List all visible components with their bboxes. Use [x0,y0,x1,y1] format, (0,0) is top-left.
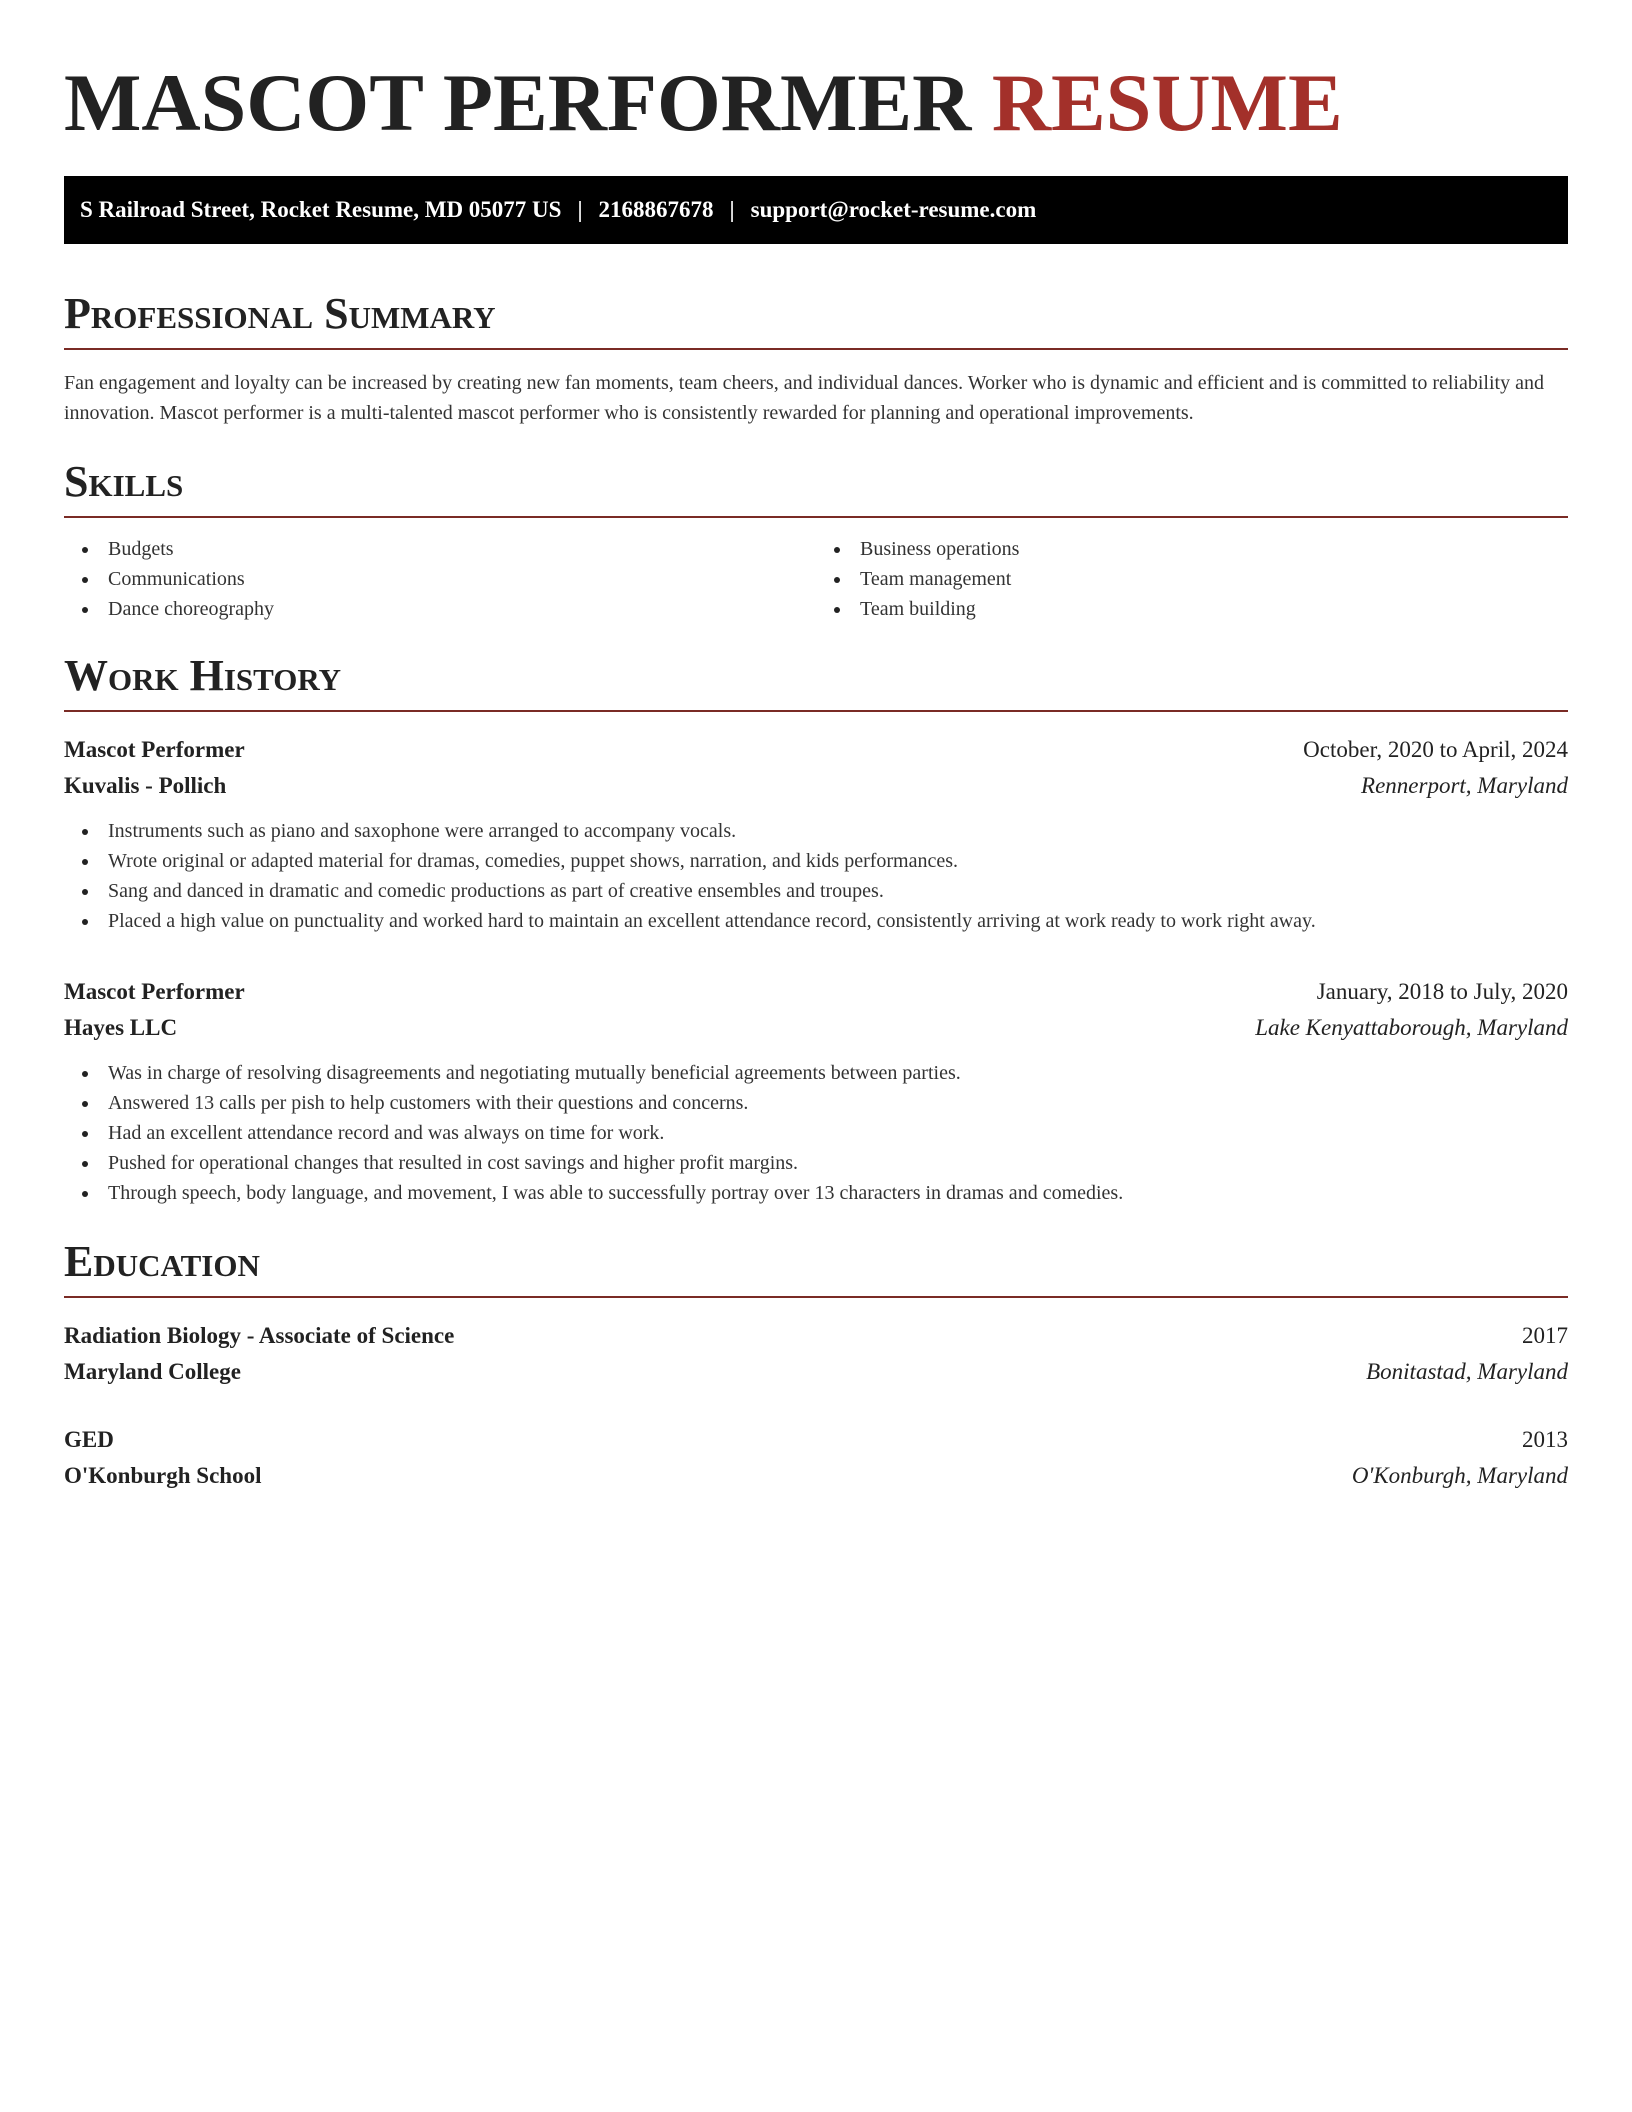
skill-item: Budgets [64,534,816,564]
contact-separator: | [577,197,583,222]
skills-column-left [64,534,816,624]
resume-title [64,0,1568,148]
education-year: 2017 [1522,1323,1568,1348]
education-degree: GED [64,1427,114,1452]
education-school: Maryland College [64,1359,241,1384]
job-bullet: Instruments such as piano and saxophone were arranged to accompany vocals. [64,816,1568,846]
skills-heading: Skills [64,458,1568,518]
job-entry [64,974,1568,1208]
education-year: 2013 [1522,1427,1568,1452]
job-bullet: Pushed for operational changes that resulted in cost savings and higher profit margins. [64,1148,1568,1178]
skill-item: Team building [816,594,1568,624]
skill-item: Dance choreography [64,594,816,624]
job-location: Lake Kenyattaborough, Maryland [1255,1015,1568,1040]
summary-text: Fan engagement and loyalty can be increased by creating new fan moments, team cheers, and individual dances. Worker who is dynamic and efficient and is committed to reliability and innovation. Mascot performer is a multi-talented mascot performer who is consistently rewarded for planning and operational improvements. [64,372,1544,424]
job-bullets [64,816,1568,936]
job-title: Mascot Performer [64,737,245,762]
job-bullet: Sang and danced in dramatic and comedic productions as part of creative ensembles and troupes. [64,876,1568,906]
job-bullet: Had an excellent attendance record and was always on time for work. [64,1118,1568,1148]
education-degree-row [64,1422,1568,1458]
job-company: Hayes LLC [64,1015,178,1040]
job-bullets [64,1058,1568,1208]
work-history-heading: Work History [64,652,1568,712]
skill-item: Communications [64,564,816,594]
education-degree: Radiation Biology - Associate of Science [64,1323,455,1348]
job-company-row [64,1010,1568,1046]
contact-bar [64,176,1568,244]
education-school: O'Konburgh School [64,1463,262,1488]
job-dates: October, 2020 to April, 2024 [1303,737,1568,762]
job-bullet: Wrote original or adapted material for dramas, comedies, puppet shows, narration, and kids performances. [64,846,1568,876]
job-company: Kuvalis - Pollich [64,773,227,798]
work-history-section [64,652,1568,1208]
education-location: O'Konburgh, Maryland [1351,1463,1568,1488]
contact-phone: 2168867678 [598,197,714,222]
job-bullet: Was in charge of resolving disagreements and negotiating mutually beneficial agreements between parties. [64,1058,1568,1088]
job-bullet: Placed a high value on punctuality and worked hard to maintain an excellent attendance record, consistently arriving at work ready to work right away. [64,906,1568,936]
education-heading: Education [64,1238,1568,1298]
contact-separator: | [729,197,735,222]
title-main: MASCOT PERFORMER [64,57,972,148]
job-bullet: Through speech, body language, and movement, I was able to successfully portray over 13 characters in dramas and comedies. [64,1178,1568,1208]
summary-heading: Professional Summary [64,290,1568,350]
skills-list [64,534,1568,624]
job-bullet: Answered 13 calls per pish to help customers with their questions and concerns. [64,1088,1568,1118]
skill-item: Business operations [816,534,1568,564]
contact-address: S Railroad Street, Rocket Resume, MD 05077 US [80,197,562,222]
education-entry [64,1318,1568,1390]
skills-section [64,458,1568,624]
job-dates: January, 2018 to July, 2020 [1316,979,1568,1004]
job-title: Mascot Performer [64,979,245,1004]
education-section [64,1238,1568,1494]
job-company-row [64,768,1568,804]
job-location: Rennerport, Maryland [1361,773,1568,798]
job-title-row [64,974,1568,1010]
education-entry [64,1422,1568,1494]
contact-email: support@rocket-resume.com [750,197,1037,222]
education-school-row [64,1458,1568,1494]
skills-column-right [816,534,1568,624]
education-location: Bonitastad, Maryland [1366,1359,1568,1384]
title-accent: RESUME [991,57,1343,148]
summary-section [64,290,1568,428]
skill-item: Team management [816,564,1568,594]
education-degree-row [64,1318,1568,1354]
job-title-row [64,732,1568,768]
education-school-row [64,1354,1568,1390]
job-entry [64,732,1568,936]
